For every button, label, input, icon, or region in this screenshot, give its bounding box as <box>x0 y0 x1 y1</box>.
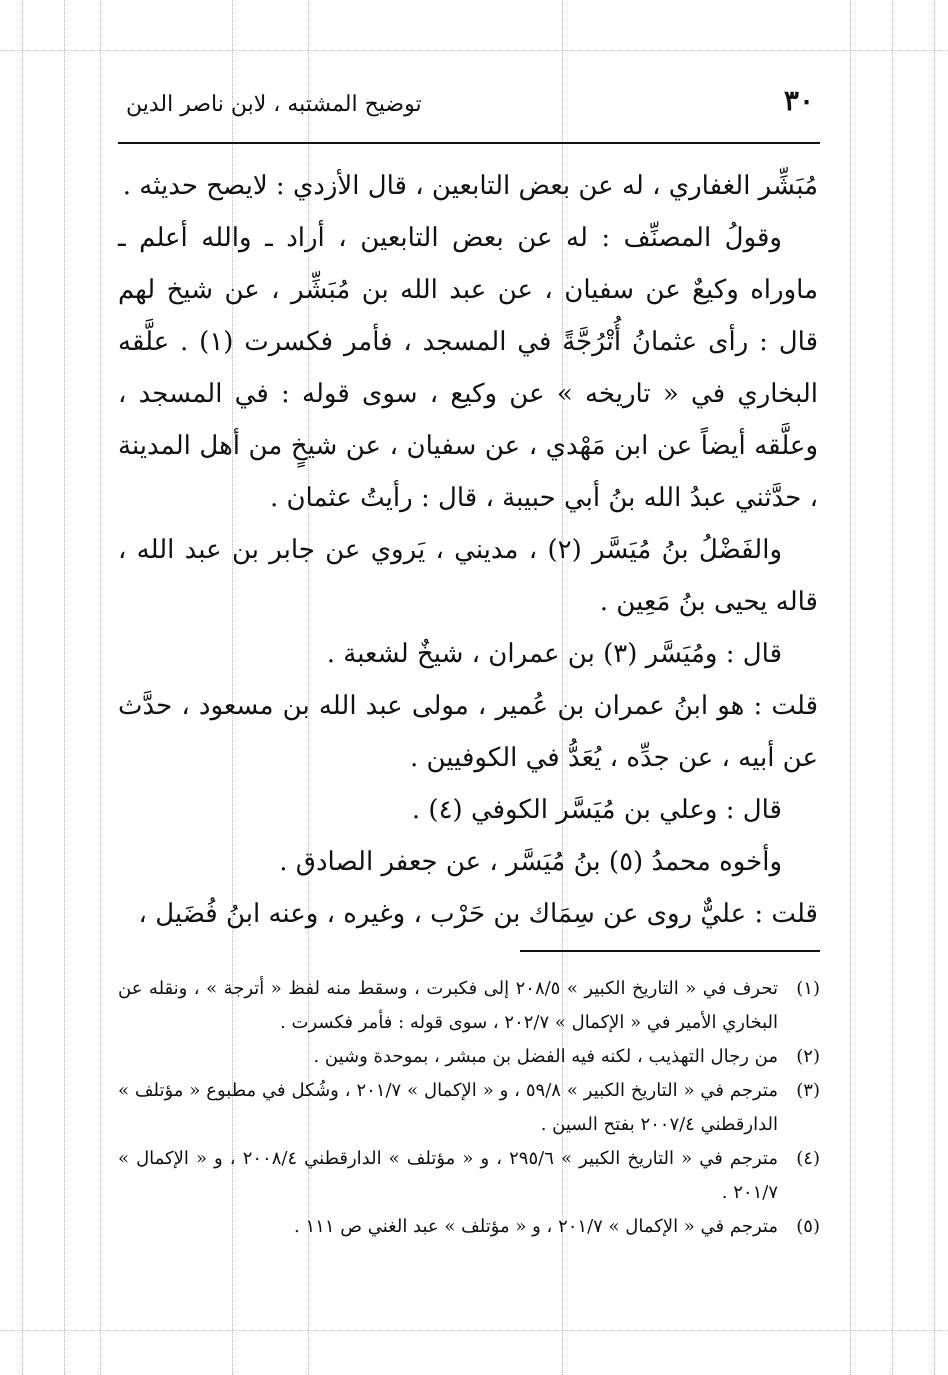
footnote <box>118 1142 820 1210</box>
guide-line <box>892 0 893 1375</box>
footnote-text: مترجم في « التاريخ الكبير » ٥٩/٨ ، و « الإكمال » ٢٠١/٧ ، وشُكل في مطبوع « مؤتلف » الدارقطني ٢٠٠٧/٤ بفتح السين . <box>118 1080 778 1135</box>
footnote-text: مترجم في « التاريخ الكبير » ٢٩٥/٦ ، و « مؤتلف » الدارقطني ٢٠٠٨/٤ ، و « الإكمال » ٢٠١/٧ . <box>118 1148 778 1203</box>
body-paragraph: قال : وعلي بن مُيَسَّر الكوفي (٤) . <box>411 795 782 825</box>
guide-line <box>850 0 851 1375</box>
body-paragraph: قلت : عليٌّ روى عن سِمَاك بن حَرْب ، وغيره ، وعنه ابنُ فُضَيل ، <box>138 899 818 929</box>
guide-line <box>64 0 65 1375</box>
footnote-number: (١) <box>796 978 820 999</box>
page-header <box>120 84 820 124</box>
guide-line <box>22 0 23 1375</box>
footnote <box>118 972 820 1040</box>
body-paragraph: وقولُ المصنِّف : له عن بعض التابعين ، أراد ـ والله أعلم ـ ماوراه وكيعٌ عن سفيان ، عن عبد الله بن مُبَشِّر ، عن شيخ لهم قال : رأى عثمانُ أُتْرُجَّةً في المسجد ، فأمر فكسرت (١) . علَّقه البخاري في « تاريخه » عن وكيع ، سوى قوله : في المسجد ، وعلَّقه أيضاً عن ابن مَهْدي ، عن سفيان ، عن شيخٍ من أهل المدينة ، حدَّثني عبدُ الله بنُ أبي حبيبة ، قال : رأيتُ عثمان . <box>118 223 818 513</box>
guide-line <box>0 1330 948 1331</box>
header-rule <box>118 142 820 144</box>
footnote-text: من رجال التهذيب ، لكنه فيه الفضل بن مبشر ، بموحدة وشين . <box>313 1046 778 1067</box>
footnote <box>118 1210 820 1244</box>
footnote <box>118 1074 820 1142</box>
body-paragraph: والفَضْلُ بنُ مُيَسَّر (٢) ، مديني ، يَروي عن جابر بن عبد الله ، قاله يحيى بنُ مَعِين . <box>118 535 818 617</box>
body-paragraph: مُبَشِّر الغفاري ، له عن بعض التابعين ، قال الأزدي : لايصح حديثه . <box>122 171 818 201</box>
footnotes <box>118 972 820 1244</box>
page-number: ٣٠ <box>783 84 814 117</box>
footnote-number: (٢) <box>796 1046 820 1067</box>
footnote-number: (٣) <box>796 1080 820 1101</box>
footnote-rule <box>520 950 820 952</box>
guide-line <box>934 0 935 1375</box>
footnote-number: (٤) <box>796 1148 820 1169</box>
footnote-number: (٥) <box>796 1216 820 1237</box>
body-paragraph: قلت : هو ابنُ عمران بن عُمير ، مولى عبد الله بن مسعود ، حدَّث عن أبيه ، عن جدِّه ، يُعَدُّ في الكوفيين . <box>118 691 818 773</box>
footnote-text: تحرف في « التاريخ الكبير » ٢٠٨/٥ إلى فكبرت ، وسقط منه لفظ « أترجة » ، ونقله عن البخاري الأمير في « الإكمال » ٢٠٢/٧ ، سوى قوله : فأمر فكسرت . <box>118 978 778 1033</box>
running-title: توضيح المشتبه ، لابن ناصر الدين <box>126 92 422 117</box>
footnote-text: مترجم في « الإكمال » ٢٠١/٧ ، و « مؤتلف » عبد الغني ص ١١١ . <box>294 1216 778 1237</box>
footnote <box>118 1040 820 1074</box>
body-paragraph: وأخوه محمدُ (٥) بنُ مُيَسَّر ، عن جعفر الصادق . <box>279 847 782 877</box>
guide-line <box>100 0 101 1375</box>
body-paragraph: قال : ومُيَسَّر (٣) بن عمران ، شيخٌ لشعبة . <box>326 639 782 669</box>
guide-line <box>0 50 948 51</box>
main-text <box>118 160 818 940</box>
